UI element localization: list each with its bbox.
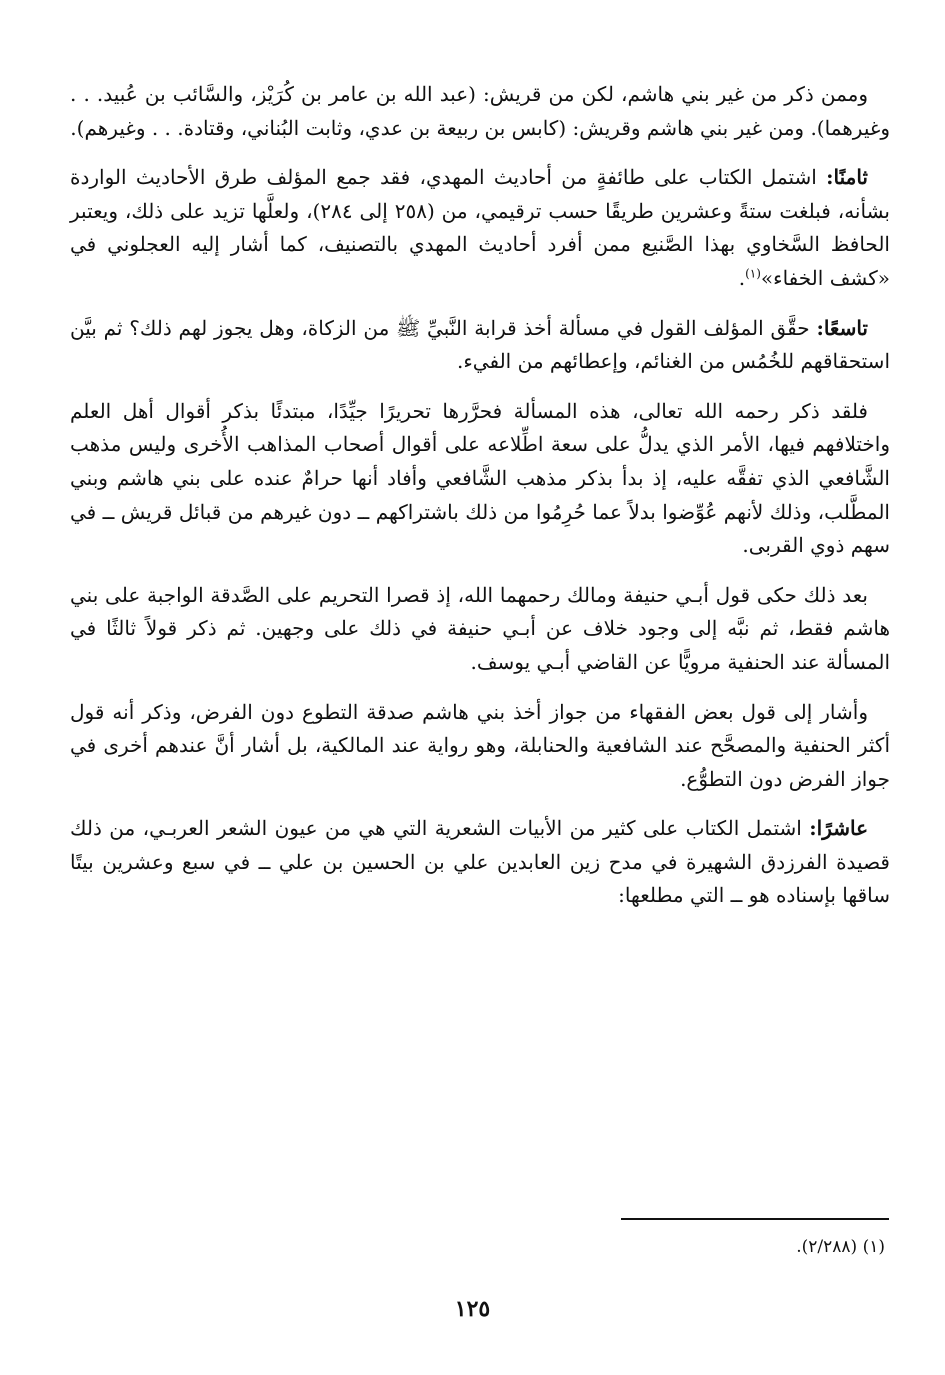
paragraph-text: اشتمل الكتاب على طائفةٍ من أحاديث المهدي، فقد جمع المؤلف طرق الأحاديث الواردة بشأنه، فبلغت ستةً وعشرين طريقًا حسب ترقيمي، من (٢٥٨ إلى ٢٨٤)، ولعلَّها تزيد على ذلك، ويعتبر الحافظ السَّخاوي بهذا الصَّنيع ممن أفرد أحاديث المهدي بالتصنيف، كما أشار إليه العجلوني في «كشف الخفاء» xyxy=(70,165,890,290)
paragraph-tail: . xyxy=(738,265,746,290)
paragraph-6 xyxy=(70,696,890,797)
paragraph-text: بعد ذلك حكى قول أبـي حنيفة ومالك رحمهما الله، إذ قصرا التحريم على الصَّدقة الواجبة على بني هاشم فقط، ثم نبَّه إلى وجود خلاف عن أبـي حنيفة في ذلك على وجهين. ثم ذكر قولاً ثالثًا في المسألة عند الحنفية مرويًّا عن القاضي أبـي يوسف. xyxy=(70,582,890,674)
paragraph-1 xyxy=(70,78,890,145)
paragraph-text: وممن ذكر من غير بني هاشم، لكن من قريش: (عبد الله بن عامر بن كُرَيْز، والسَّائب بن عُبيد. . . وغيرهما). ومن غير بني هاشم وقريش: (كابس بن ربيعة بن عدي، وثابت البُناني، وقتادة. . . وغيرهم). xyxy=(70,82,890,140)
paragraph-7 xyxy=(70,812,890,913)
footnote: (١) (٢/٢٨٨). xyxy=(796,1237,885,1257)
footnote-divider xyxy=(621,1218,889,1220)
paragraph-text: اشتمل الكتاب على كثير من الأبيات الشعرية التي هي من عيون الشعر العربـي، من ذلك قصيدة الفرزدق الشهيرة في مدح زين العابدين علي بن الحسين بن علي ــ في سبع وعشرين بيتًا ساقها بإسناده هو ــ التي مطلعها: xyxy=(70,816,890,908)
paragraph-lead: عاشرًا: xyxy=(809,816,869,841)
paragraph-lead: تاسعًا: xyxy=(816,315,868,340)
paragraph-3 xyxy=(70,312,890,379)
paragraph-text: فلقد ذكر رحمه الله تعالى، هذه المسألة فحرَّرها تحريرًا جيِّدًا، مبتدئًا بذكر أقوال أهل العلم واختلافهم فيها، الأمر الذي يدلُّ على سعة اطِّلاعه على أقوال أصحاب المذاهب الأُخرى وليس مذهب الشَّافعي الذي تفقَّه عليه، إذ بدأ بذكر مذهب الشَّافعي وأفاد أنها حرامٌ عنده على بني هاشم وبني المطَّلب، وذلك لأنهم عُوِّضوا بدلاً عما حُرِمُوا من ذلك باشتراكهم ــ دون غيرهم من قبائل قريش ــ في سهم ذوي القربى. xyxy=(70,398,890,558)
paragraph-5 xyxy=(70,579,890,680)
document-body xyxy=(70,78,890,929)
page-number: ١٢٥ xyxy=(454,1296,491,1322)
paragraph-lead: ثامنًا: xyxy=(826,165,868,190)
paragraph-text: وأشار إلى قول بعض الفقهاء من جواز أخذ بني هاشم صدقة التطوع دون الفرض، وذكر أنه قول أكثر الحنفية والمصحَّح عند الشافعية والحنابلة، وهو رواية عند المالكية، بل أشار أنَّ عندهم أخرى في جواز الفرض دون التطوُّع. xyxy=(70,699,890,791)
footnote-reference[interactable]: (١) xyxy=(745,266,761,281)
paragraph-2 xyxy=(70,161,890,295)
paragraph-4 xyxy=(70,395,890,563)
paragraph-text: حقَّق المؤلف القول في مسألة أخذ قرابة النَّبيِّ ﷺ من الزكاة، وهل يجوز لهم ذلك؟ ثم بيَّن استحقاقهم للخُمُس من الغنائم، وإعطائهم من الفيء. xyxy=(70,315,890,374)
